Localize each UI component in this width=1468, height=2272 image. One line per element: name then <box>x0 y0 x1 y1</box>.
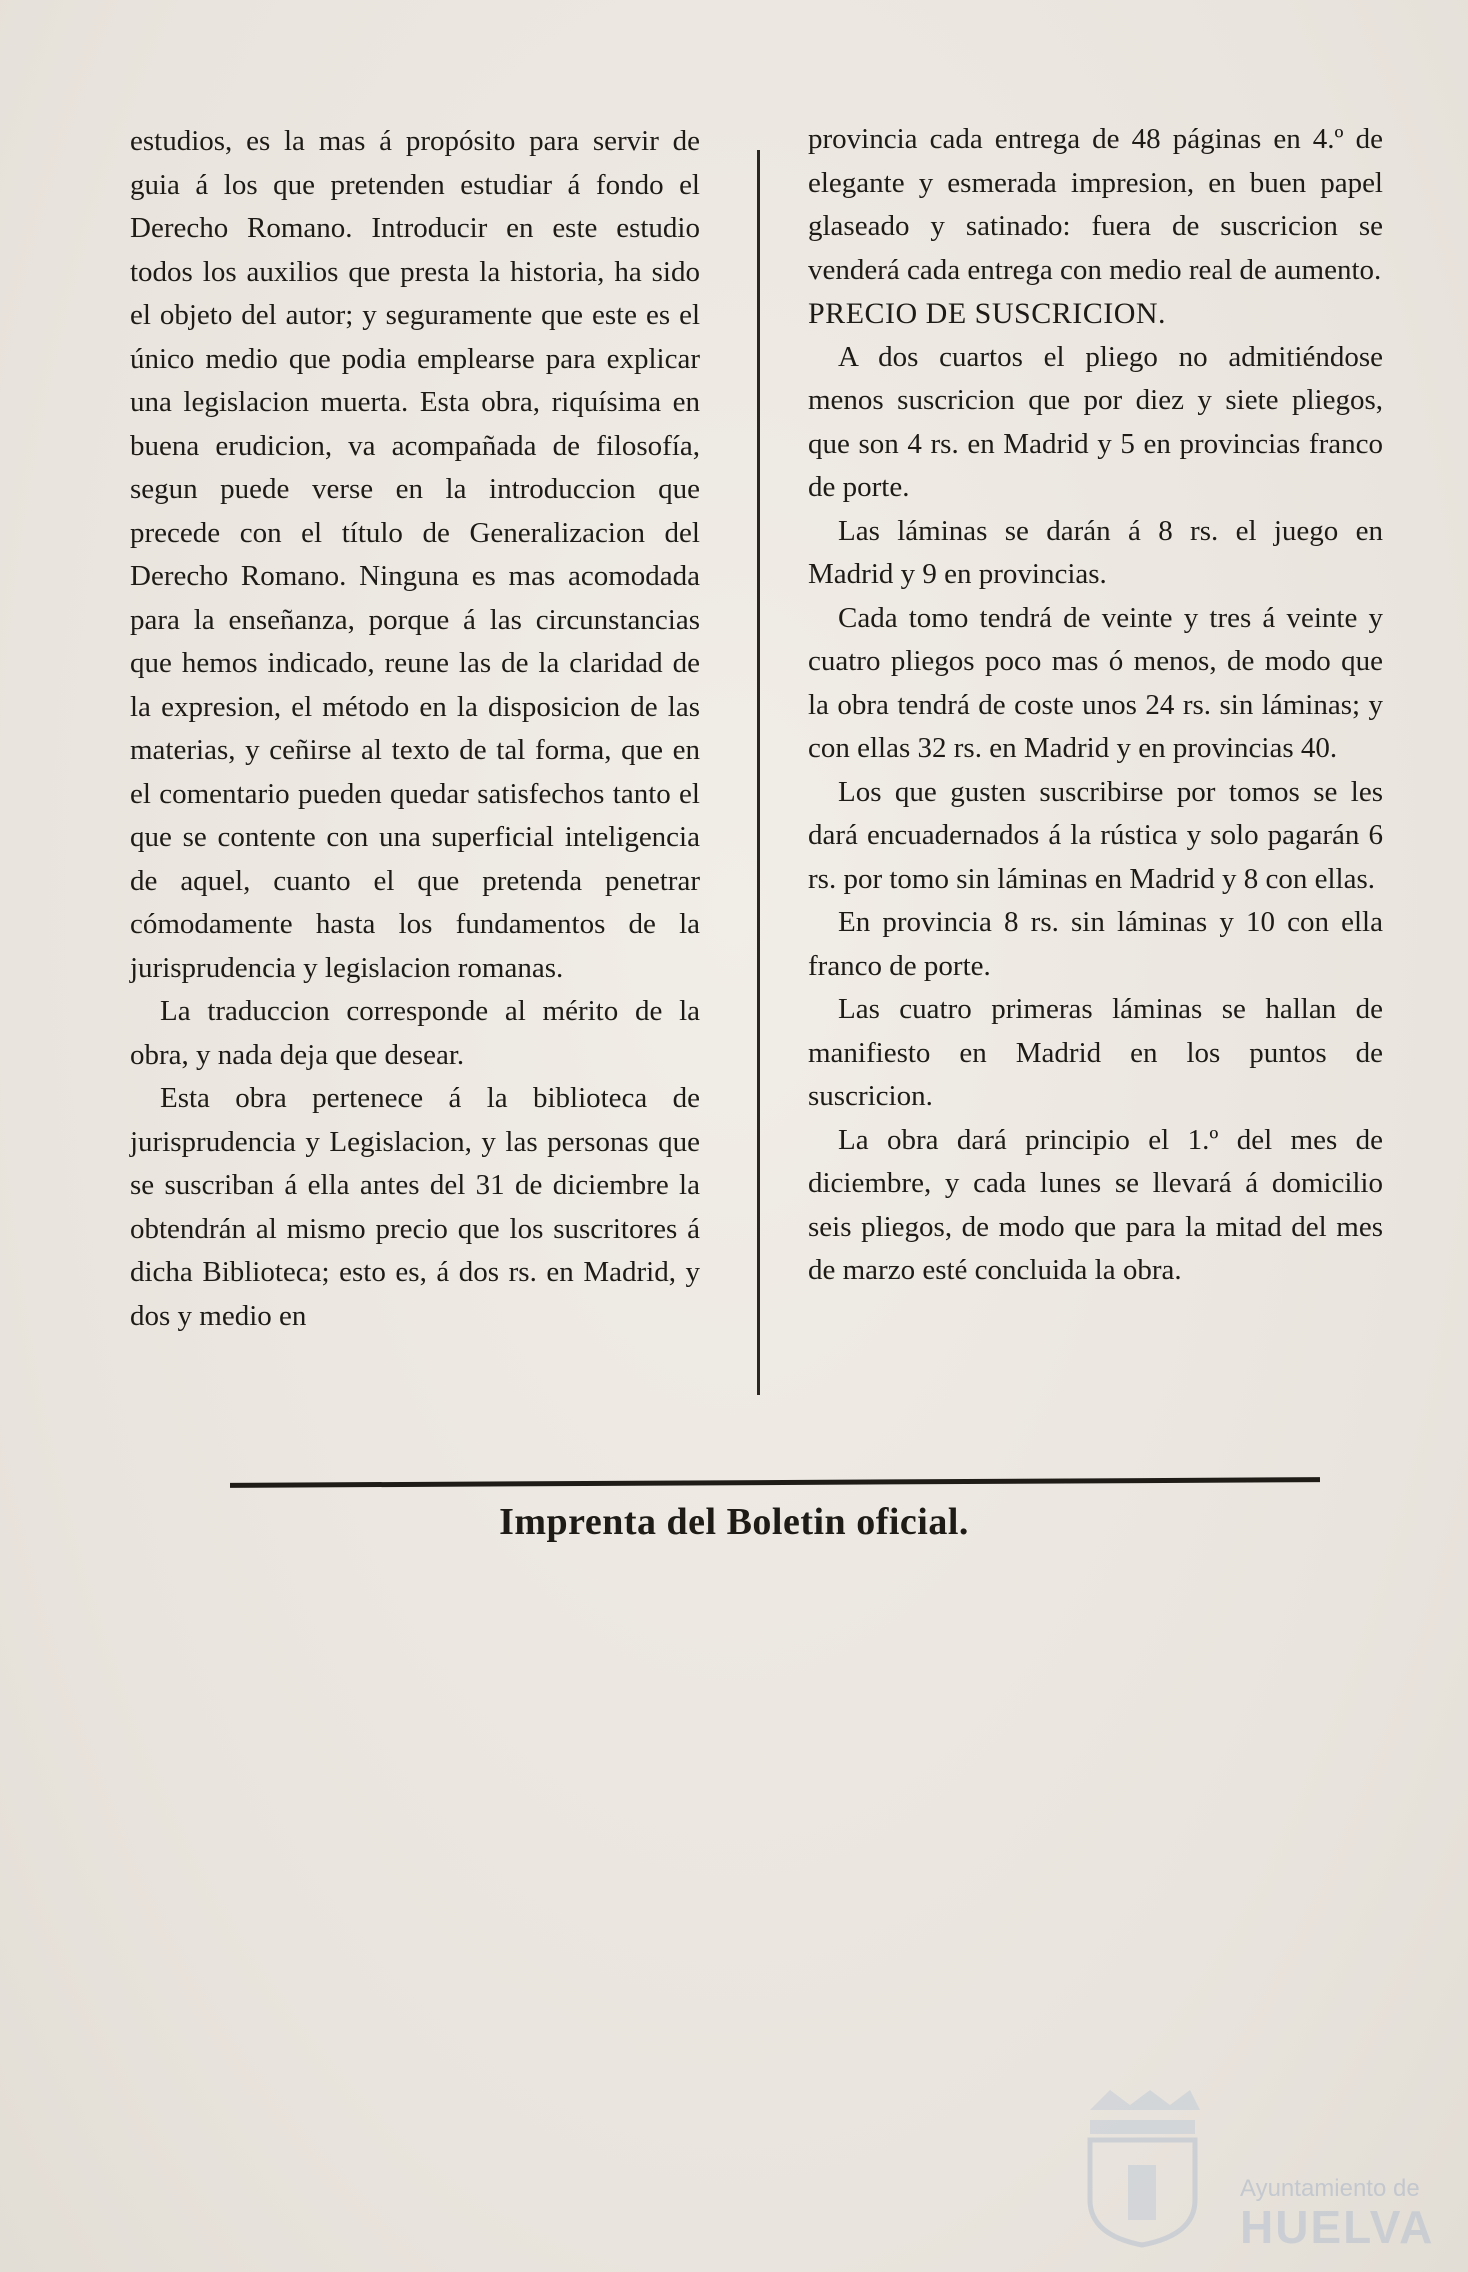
column-divider <box>757 150 760 1395</box>
left-column <box>130 120 700 1338</box>
right-paragraph-4: Cada tomo tendrá de veinte y tres á veinte y cuatro pliegos poco mas ó menos, de modo que la obra tendrá de coste unos 24 rs. sin láminas; y con ellas 32 rs. en Madrid y en provincias 40. <box>808 601 1383 764</box>
right-column <box>808 118 1383 1293</box>
left-paragraph-2: La traduccion corresponde al mérito de la obra, y nada deja que desear. <box>130 995 700 1071</box>
watermark-line-1: Ayuntamiento de <box>1240 2175 1420 2202</box>
watermark-logo <box>1050 2070 1435 2253</box>
footer-rule <box>230 1477 1320 1488</box>
left-paragraph-1: estudios, es la mas á propósito para servir de guia á los que pretenden estudiar á fondo el Derecho Romano. Introducir en este estudio todos los auxilios que presta la historia, ha sido el objeto del autor; y seguramente que este es el único medio que podia emplearse para explicar una legislacion muerta. Esta obra, riquísima en buena erudicion, va acompañada de filosofía, segun puede verse en la introduccion que precede con el título de Generalizacion del Derecho Romano. Ninguna es mas acomodada para la enseñanza, porque á las circunstancias que hemos indicado, reune las de la claridad de la expresion, el método en la disposicion de las materias, y ceñirse al texto de tal forma, que en el comentario pueden quedar satisfechos tanto el que se contente con una superficial inteligencia de aquel, cuanto el que pretenda penetrar cómodamente hasta los fundamentos de la jurisprudencia y legislacion romanas. <box>130 125 700 984</box>
watermark-line-2: HUELVA <box>1240 2201 1435 2253</box>
right-paragraph-2: A dos cuartos el pliego no admitiéndose menos suscricion que por diez y siete pliegos, que son 4 rs. en Madrid y 5 en provincias franco de porte. <box>808 340 1383 503</box>
subscription-price-heading: PRECIO DE SUSCRICION. <box>808 297 1167 330</box>
right-paragraph-5: Los que gusten suscribirse por tomos se les dará encuadernados á la rústica y solo pagarán 6 rs. por tomo sin láminas en Madrid y 8 con ellas. <box>808 775 1383 895</box>
huelva-crest-icon <box>1050 2070 1230 2250</box>
right-paragraph-8: La obra dará principio el 1.º del mes de diciembre, y cada lunes se llevará á domicilio seis pliegos, de modo que para la mitad del mes de marzo esté concluida la obra. <box>808 1123 1383 1286</box>
right-paragraph-6: En provincia 8 rs. sin láminas y 10 con ella franco de porte. <box>808 906 1383 982</box>
right-paragraph-1: provincia cada entrega de 48 páginas en 4.º de elegante y esmerada impresion, en buen papel glaseado y satinado: fuera de suscricion se venderá cada entrega con medio real de aumento. <box>808 123 1383 286</box>
imprint-line: Imprenta del Boletin oficial. <box>499 1501 969 1543</box>
left-paragraph-3: Esta obra pertenece á la biblioteca de jurisprudencia y Legislacion, y las personas que se suscriban á ella antes del 31 de diciembre la obtendrán al mismo precio que los suscritores á dicha Biblioteca; esto es, á dos rs. en Madrid, y dos y medio en <box>130 1082 700 1332</box>
right-paragraph-7: Las cuatro primeras láminas se hallan de manifiesto en Madrid en los puntos de suscricion. <box>808 993 1383 1112</box>
right-paragraph-3: Las láminas se darán á 8 rs. el juego en Madrid y 9 en provincias. <box>808 514 1383 590</box>
